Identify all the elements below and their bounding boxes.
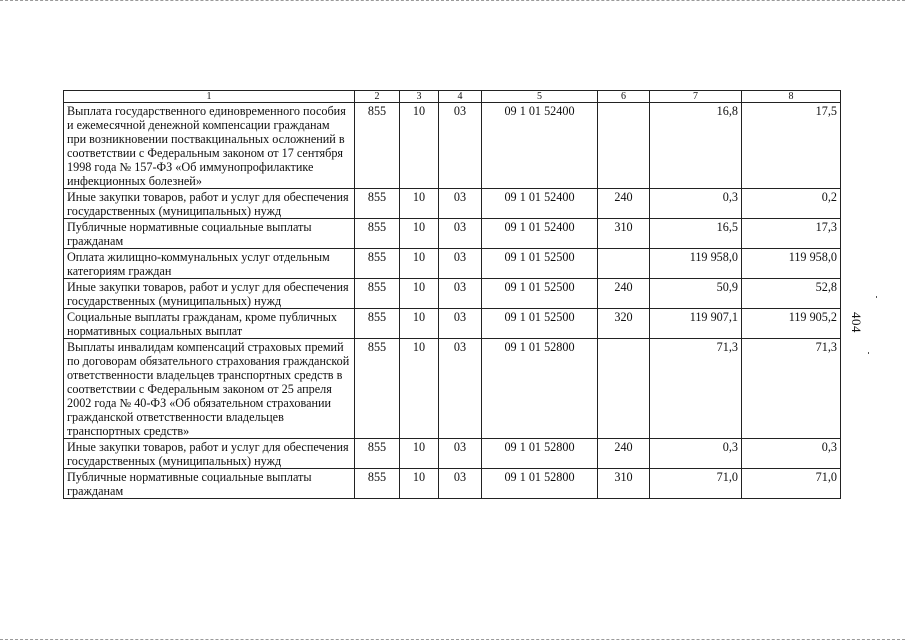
table-row	[64, 249, 841, 279]
table-row	[64, 339, 841, 439]
amount-cell: 52,8	[742, 279, 841, 309]
section-code-cell: 10	[400, 189, 439, 219]
row-name-cell: Публичные нормативные социальные выплаты гражданам	[64, 469, 355, 499]
amount-cell: 71,3	[742, 339, 841, 439]
row-name-cell: Социальные выплаты гражданам, кроме публичных нормативных социальных выплат	[64, 309, 355, 339]
ministry-code-cell: 855	[355, 339, 400, 439]
expense-type-cell: 240	[598, 279, 650, 309]
amount-cell: 119 907,1	[650, 309, 742, 339]
column-header: 6	[598, 91, 650, 103]
subsection-code-cell: 03	[439, 469, 482, 499]
ministry-code-cell: 855	[355, 279, 400, 309]
amount-cell: 50,9	[650, 279, 742, 309]
table-row	[64, 439, 841, 469]
table-row	[64, 219, 841, 249]
column-header: 7	[650, 91, 742, 103]
expense-type-cell	[598, 249, 650, 279]
target-article-cell: 09 1 01 52800	[482, 339, 598, 439]
ministry-code-cell: 855	[355, 219, 400, 249]
target-article-cell: 09 1 01 52400	[482, 219, 598, 249]
scan-artifact	[876, 296, 877, 298]
row-name-cell: Иные закупки товаров, работ и услуг для обеспечения государственных (муниципальных) нужд	[64, 439, 355, 469]
target-article-cell: 09 1 01 52500	[482, 249, 598, 279]
subsection-code-cell: 03	[439, 249, 482, 279]
table-row	[64, 469, 841, 499]
column-header: 1	[64, 91, 355, 103]
ministry-code-cell: 855	[355, 103, 400, 189]
ministry-code-cell: 855	[355, 309, 400, 339]
amount-cell: 17,3	[742, 219, 841, 249]
amount-cell: 71,0	[650, 469, 742, 499]
row-name-cell: Выплаты инвалидам компенсаций страховых премий по договорам обязательного страхования гражданской ответственности владельцев транспортных средств в соответствии с Федеральным законом от 25 апреля 2002 года № 40-ФЗ «Об обязательном страховании гражданской ответственности владельцев транспортных средств»	[64, 339, 355, 439]
column-header: 5	[482, 91, 598, 103]
section-code-cell: 10	[400, 469, 439, 499]
column-header: 8	[742, 91, 841, 103]
table-header-row	[64, 91, 841, 103]
ministry-code-cell: 855	[355, 439, 400, 469]
target-article-cell: 09 1 01 52500	[482, 279, 598, 309]
target-article-cell: 09 1 01 52400	[482, 103, 598, 189]
ministry-code-cell: 855	[355, 249, 400, 279]
row-name-cell: Публичные нормативные социальные выплаты гражданам	[64, 219, 355, 249]
scan-artifact	[868, 352, 869, 354]
expense-type-cell: 310	[598, 469, 650, 499]
scan-edge-top	[0, 0, 905, 3]
expense-type-cell	[598, 103, 650, 189]
amount-cell: 119 905,2	[742, 309, 841, 339]
subsection-code-cell: 03	[439, 339, 482, 439]
row-name-cell: Оплата жилищно-коммунальных услуг отдельным категориям граждан	[64, 249, 355, 279]
section-code-cell: 10	[400, 309, 439, 339]
target-article-cell: 09 1 01 52500	[482, 309, 598, 339]
table-row	[64, 279, 841, 309]
amount-cell: 119 958,0	[650, 249, 742, 279]
page-number: 404	[849, 312, 864, 333]
subsection-code-cell: 03	[439, 279, 482, 309]
row-name-cell: Иные закупки товаров, работ и услуг для обеспечения государственных (муниципальных) нужд	[64, 189, 355, 219]
subsection-code-cell: 03	[439, 189, 482, 219]
row-name-cell: Иные закупки товаров, работ и услуг для обеспечения государственных (муниципальных) нужд	[64, 279, 355, 309]
amount-cell: 0,3	[650, 439, 742, 469]
section-code-cell: 10	[400, 249, 439, 279]
expense-type-cell: 240	[598, 439, 650, 469]
target-article-cell: 09 1 01 52800	[482, 439, 598, 469]
subsection-code-cell: 03	[439, 219, 482, 249]
amount-cell: 17,5	[742, 103, 841, 189]
section-code-cell: 10	[400, 103, 439, 189]
amount-cell: 0,3	[742, 439, 841, 469]
expense-type-cell: 240	[598, 189, 650, 219]
target-article-cell: 09 1 01 52400	[482, 189, 598, 219]
table-row	[64, 103, 841, 189]
column-header: 4	[439, 91, 482, 103]
row-name-cell: Выплата государственного единовременного пособия и ежемесячной денежной компенсации гражданам при возникновении поствакцинальных осложнений в соответствии с Федеральным законом от 17 сентября 1998 года № 157-ФЗ «Об иммунопрофилактике инфекционных болезней»	[64, 103, 355, 189]
section-code-cell: 10	[400, 219, 439, 249]
table-row	[64, 309, 841, 339]
table-row	[64, 189, 841, 219]
ministry-code-cell: 855	[355, 469, 400, 499]
subsection-code-cell: 03	[439, 103, 482, 189]
subsection-code-cell: 03	[439, 309, 482, 339]
amount-cell: 71,0	[742, 469, 841, 499]
target-article-cell: 09 1 01 52800	[482, 469, 598, 499]
amount-cell: 16,5	[650, 219, 742, 249]
budget-table	[63, 90, 841, 499]
expense-type-cell	[598, 339, 650, 439]
section-code-cell: 10	[400, 439, 439, 469]
ministry-code-cell: 855	[355, 189, 400, 219]
column-header: 2	[355, 91, 400, 103]
expense-type-cell: 320	[598, 309, 650, 339]
amount-cell: 119 958,0	[742, 249, 841, 279]
section-code-cell: 10	[400, 339, 439, 439]
expense-type-cell: 310	[598, 219, 650, 249]
section-code-cell: 10	[400, 279, 439, 309]
amount-cell: 16,8	[650, 103, 742, 189]
amount-cell: 0,3	[650, 189, 742, 219]
subsection-code-cell: 03	[439, 439, 482, 469]
amount-cell: 0,2	[742, 189, 841, 219]
amount-cell: 71,3	[650, 339, 742, 439]
column-header: 3	[400, 91, 439, 103]
